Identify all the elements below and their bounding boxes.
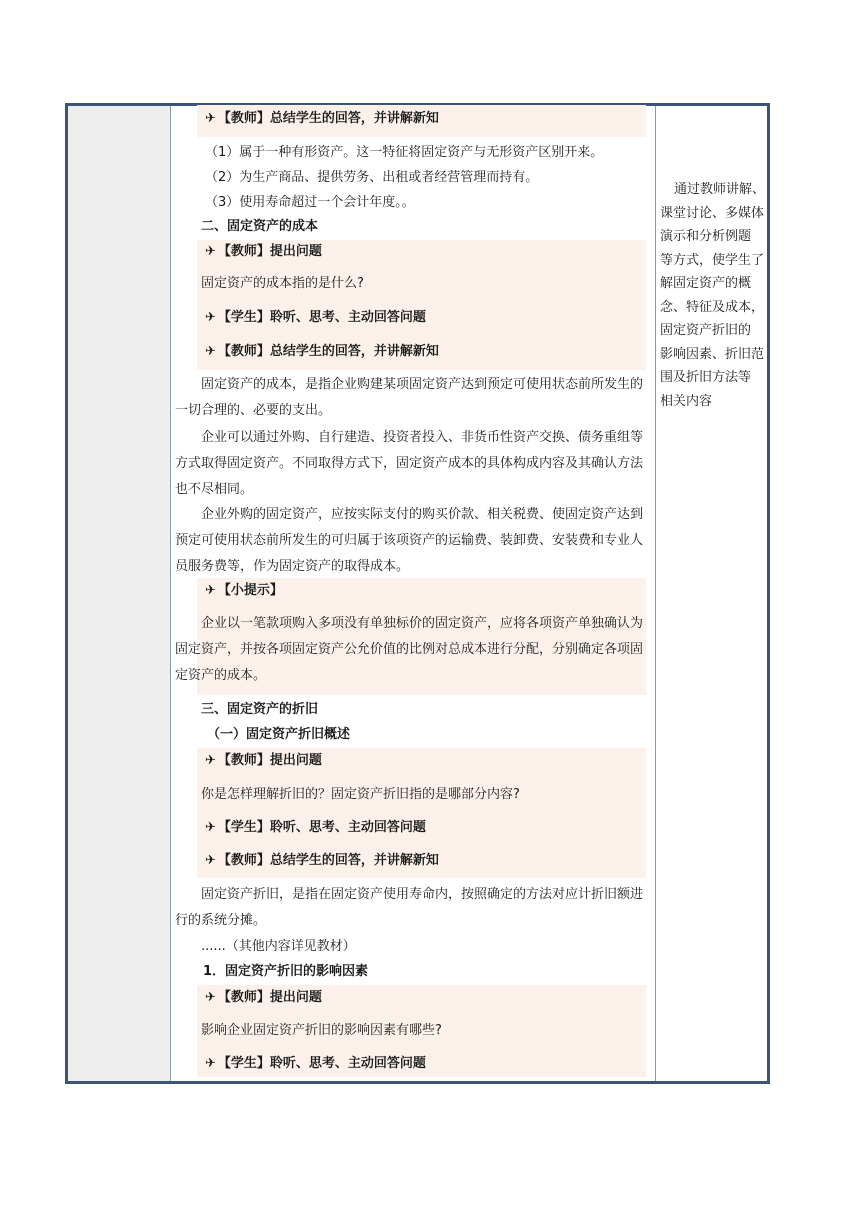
section-heading: 三、固定资产的折旧 — [201, 702, 319, 717]
tip-line: 固定资产，并按各项固定资产公允价值的比例对总成本进行分配，分别确定各项固 — [175, 642, 644, 657]
teaching-method-notes — [660, 178, 766, 413]
paragraph-line: 行的系统分摊。 — [175, 913, 267, 928]
subsection-heading: 1．固定资产折旧的影响因素 — [203, 964, 369, 979]
paragraph-line: 企业可以通过外购、自行建造、投资者投入、非货币性资产交换、债务重组等 — [201, 430, 644, 445]
paragraph-line: 员服务费等，作为固定资产的取得成本。 — [175, 559, 410, 574]
student-heading: ✈ 【学生】聆听、思考、主动回答问题 — [205, 820, 426, 835]
paragraph-line: 预定可使用状态前所发生的可归属于该项资产的运输费、装卸费、安装费和专业人 — [175, 533, 644, 548]
note-line: 念、特征及成本， — [660, 299, 765, 315]
note-line: 相关内容 — [660, 393, 713, 409]
tip-line: 企业以一笔款项购入多项没有单独标价的固定资产，应将各项资产单独确认为 — [201, 616, 644, 631]
paragraph-line: 固定资产的成本，是指企业购建某项固定资产达到预定可使用状态前所发生的 — [201, 377, 644, 392]
teacher-summary-heading: ✈ 【教师】总结学生的回答，并讲解新知 — [205, 853, 439, 868]
paragraph-line: 方式取得固定资产。不同取得方式下，固定资产成本的具体构成内容及其确认方法 — [175, 456, 644, 471]
note-line: 课堂讨论、多媒体 — [660, 205, 765, 221]
note-line: 影响因素、折旧范 — [660, 346, 765, 362]
column-divider — [170, 106, 171, 1081]
subsection-heading: （一）固定资产折旧概述 — [207, 727, 351, 742]
more-note: ......（其他内容详见教材） — [201, 939, 356, 954]
plane-icon: ✈ — [205, 583, 216, 598]
plane-icon: ✈ — [205, 344, 216, 359]
teacher-summary-heading: ✈ 【教师】总结学生的回答，并讲解新知 — [205, 344, 439, 359]
feature-item: （3）使用寿命超过一个会计年度。。 — [205, 195, 415, 210]
paragraph-line: 企业外购的固定资产，应按实际支付的购买价款、相关税费、使固定资产达到 — [201, 507, 644, 522]
teacher-question-heading: ✈ 【教师】提出问题 — [205, 990, 322, 1005]
question-text: 固定资产的成本指的是什么? — [201, 276, 364, 291]
note-line: 等方式，使学生了 — [660, 252, 765, 268]
note-line: 演示和分析例题 — [660, 229, 752, 244]
paragraph-line: 一切合理的、必要的支出。 — [175, 403, 332, 418]
teacher-summary-heading: ✈ 【教师】总结学生的回答，并讲解新知 — [205, 111, 439, 126]
plane-icon: ✈ — [205, 820, 216, 835]
tip-line: 定资产的成本。 — [175, 668, 267, 683]
note-line: 解固定资产的概 — [660, 276, 752, 291]
paragraph-line: 固定资产折旧，是指在固定资产使用寿命内，按照确定的方法对应计折旧额进 — [201, 887, 644, 902]
plane-icon: ✈ — [205, 1056, 216, 1071]
feature-item: （1）属于一种有形资产。这一特征将固定资产与无形资产区别开来。 — [205, 145, 604, 160]
student-heading: ✈ 【学生】聆听、思考、主动回答问题 — [205, 1056, 426, 1071]
note-line: 通过教师讲解、 — [674, 182, 766, 197]
question-text: 影响企业固定资产折旧的影响因素有哪些? — [201, 1023, 442, 1038]
note-line: 固定资产折旧的 — [660, 323, 752, 338]
plane-icon: ✈ — [205, 753, 216, 768]
plane-icon: ✈ — [205, 310, 216, 325]
teacher-question-heading: ✈ 【教师】提出问题 — [205, 753, 322, 768]
teacher-question-heading: ✈ 【教师】提出问题 — [205, 244, 322, 259]
column-divider — [655, 106, 656, 1081]
student-heading: ✈ 【学生】聆听、思考、主动回答问题 — [205, 310, 426, 325]
tip-heading: ✈ 【小提示】 — [205, 583, 283, 598]
plane-icon: ✈ — [205, 990, 216, 1005]
plane-icon: ✈ — [205, 853, 216, 868]
plane-icon: ✈ — [205, 111, 216, 126]
plane-icon: ✈ — [205, 244, 216, 259]
feature-item: （2）为生产商品、提供劳务、出租或者经营管理而持有。 — [205, 170, 539, 185]
section-heading: 二、固定资产的成本 — [201, 219, 319, 234]
paragraph-line: 也不尽相同。 — [175, 482, 254, 497]
note-line: 围及折旧方法等 — [660, 370, 752, 385]
left-column — [68, 106, 171, 1081]
question-text: 你是怎样理解折旧的？固定资产折旧指的是哪部分内容? — [201, 787, 520, 802]
